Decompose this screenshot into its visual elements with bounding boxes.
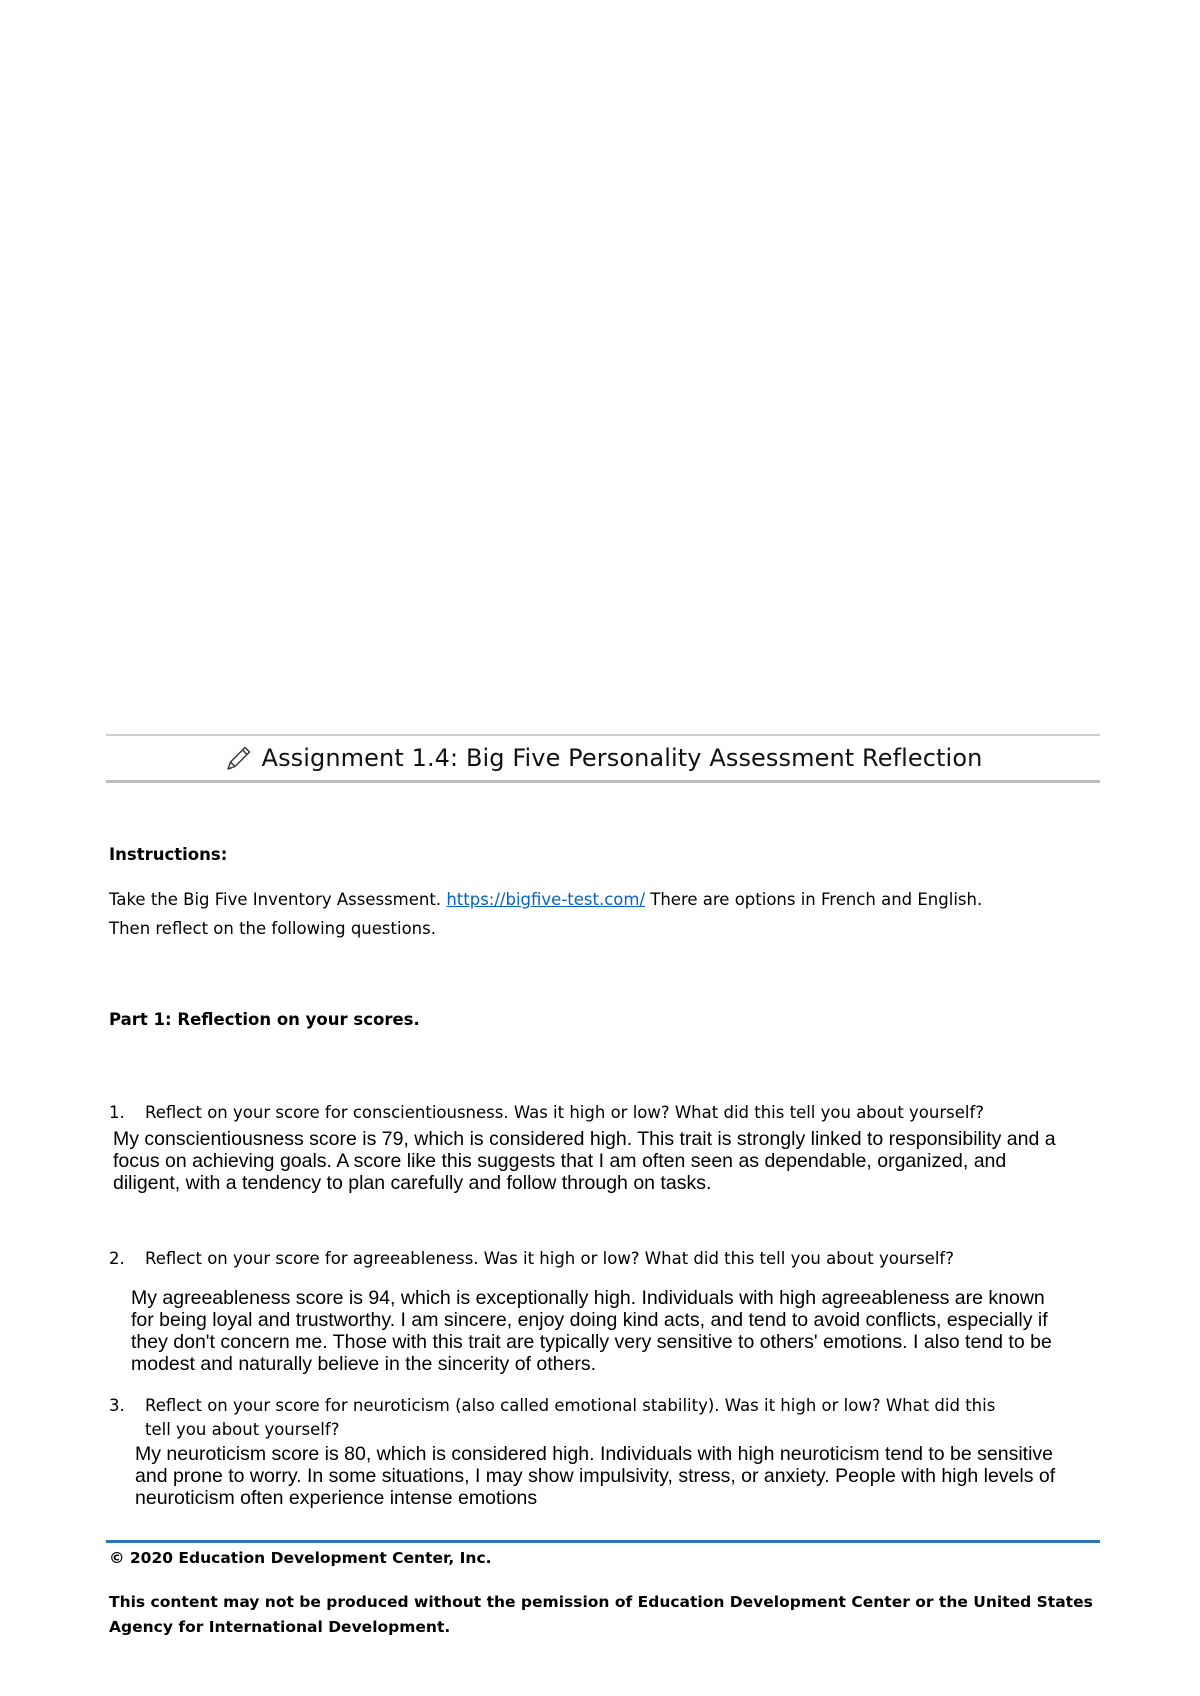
answer-line: My neuroticism score is 80, which is considered high. Individuals with high neuroticism tend to be sensitive [135, 1443, 1054, 1465]
question-number: 1. [109, 1103, 125, 1122]
question-1 [109, 1103, 984, 1122]
assignment-title-band [106, 734, 1100, 783]
question-number: 2. [109, 1249, 125, 1268]
part1-heading: Part 1: Reflection on your scores. [109, 1010, 420, 1029]
question-text: Reflect on your score for conscientiousness. Was it high or low? What did this tell you about yourself? [145, 1103, 985, 1122]
question-3 [109, 1396, 995, 1415]
answer-line: My agreeableness score is 94, which is exceptionally high. Individuals with high agreeableness are known [131, 1287, 1045, 1309]
answer-line: they don't concern me. Those with this trait are typically very sensitive to others' emotions. I also tend to be [131, 1331, 1052, 1353]
question-number: 3. [109, 1396, 125, 1415]
footer-divider [106, 1540, 1100, 1543]
answer-line: diligent, with a tendency to plan carefully and follow through on tasks. [113, 1172, 712, 1194]
answer-1 [113, 1128, 1193, 1194]
answer-line: and prone to worry. In some situations, I may show impulsivity, stress, or anxiety. People with high levels of [135, 1465, 1056, 1487]
bigfive-test-link[interactable]: https://bigfive-test.com/ [446, 890, 646, 909]
question-text: Reflect on your score for agreeableness. Was it high or low? What did this tell you about yourself? [145, 1249, 954, 1268]
answer-3 [135, 1443, 1195, 1509]
answer-line: My conscientiousness score is 79, which is considered high. This trait is strongly linked to responsibility and a [113, 1128, 1056, 1150]
instructions-line-2: Then reflect on the following questions. [109, 919, 436, 938]
instructions-text-after: There are options in French and English. [650, 890, 983, 909]
assignment-title: Assignment 1.4: Big Five Personality Assessment Reflection [261, 744, 983, 772]
instructions-text: Take the Big Five Inventory Assessment. [109, 890, 442, 909]
answer-2 [131, 1287, 1196, 1375]
question-text: Reflect on your score for neuroticism (also called emotional stability). Was it high or low? What did this [145, 1396, 996, 1415]
answer-line: neuroticism often experience intense emotions [135, 1487, 538, 1509]
answer-line: for being loyal and trustworthy. I am sincere, enjoy doing kind acts, and tend to avoid conflicts, especially if [131, 1309, 1048, 1331]
question-2 [109, 1249, 954, 1268]
instructions-heading: Instructions: [109, 845, 228, 864]
answer-line: modest and naturally believe in the sincerity of others. [131, 1353, 597, 1375]
footer-copyright: © 2020 Education Development Center, Inc. [109, 1549, 492, 1567]
instructions-line-1 [109, 890, 982, 909]
footer-notice-line-1: This content may not be produced without the pemission of Education Development Center or the United States [109, 1593, 1093, 1611]
footer-notice-line-2: Agency for International Development. [109, 1618, 451, 1636]
pencil-icon [224, 743, 254, 773]
answer-line: focus on achieving goals. A score like this suggests that I am often seen as dependable, organized, and [113, 1150, 1007, 1172]
question-3-continued: tell you about yourself? [145, 1420, 340, 1439]
